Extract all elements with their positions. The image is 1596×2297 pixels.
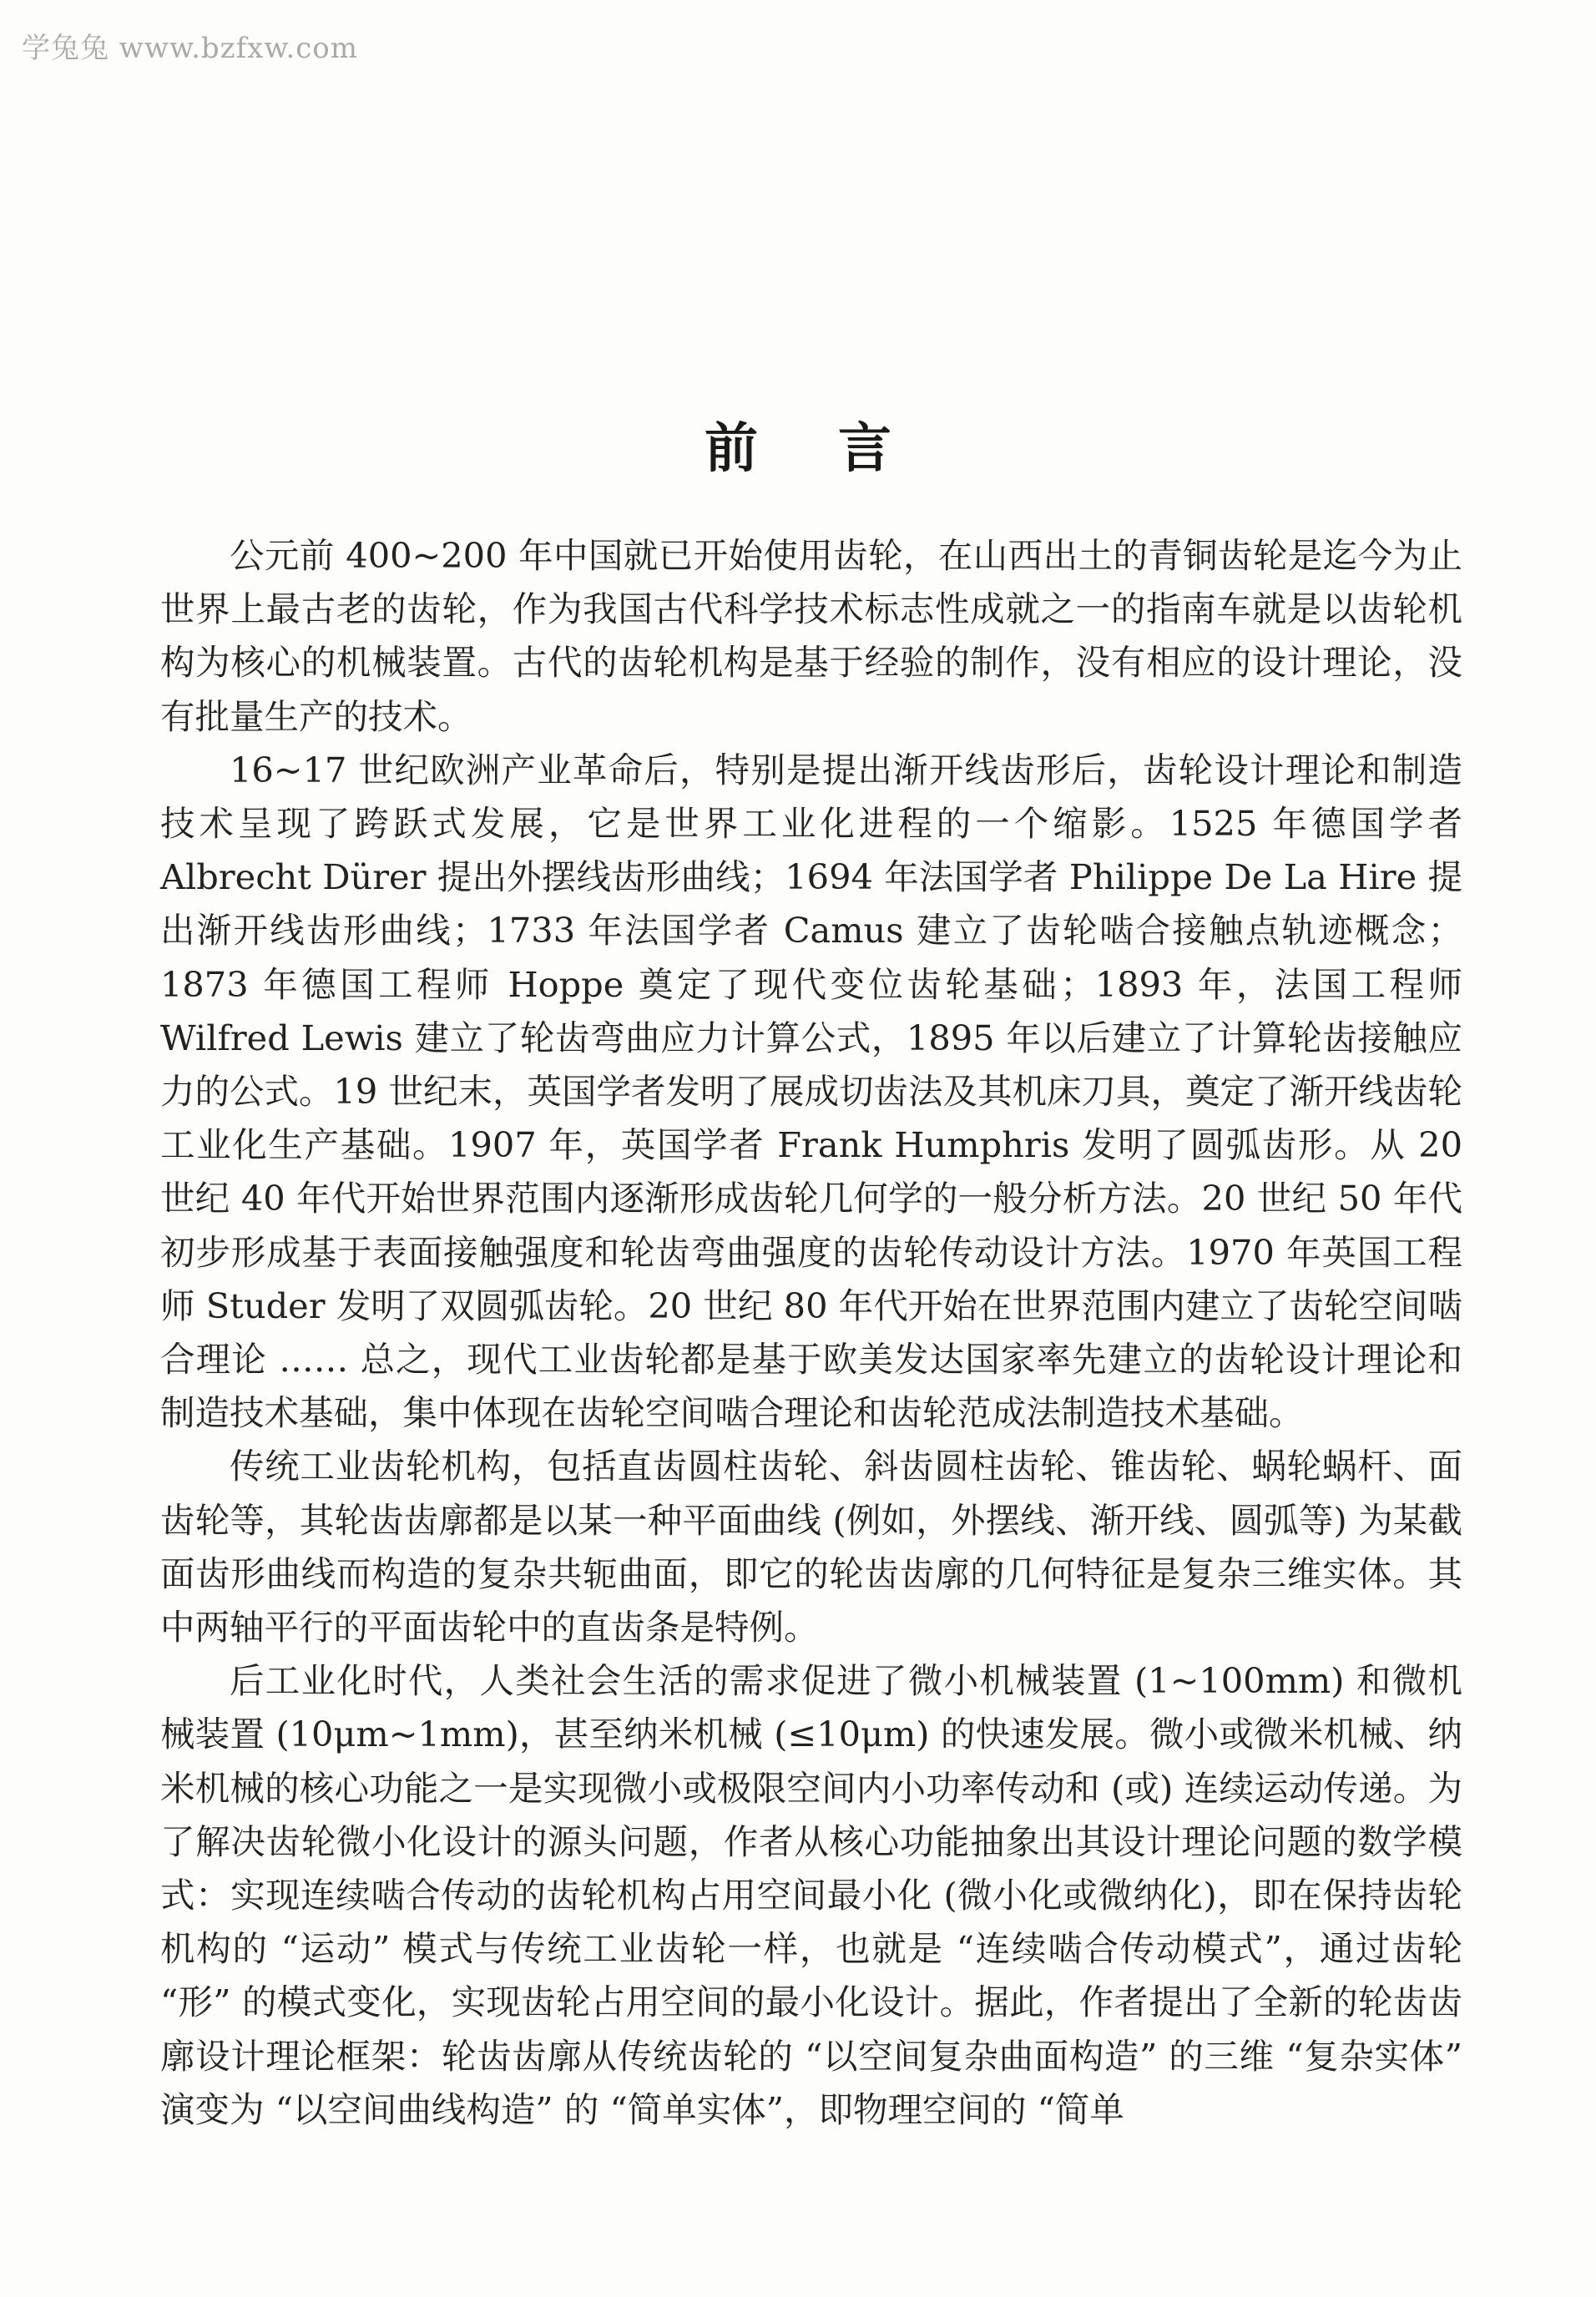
paragraph-4: 后工业化时代，人类社会生活的需求促进了微小机械装置 (1~100mm) 和微机械装置 (10μm~1mm)，甚至纳米机械 (≤10μm) 的快速发展。微小或微米机械、纳米机械的核心功能之一是实现微小或极限空间内小功率传动和 (或) 连续运动传递。为了解决齿轮微小化设计的源头问题，作者从核心功能抽象出其设计理论问题的数学模式：实现连续啮合传动的齿轮机构占用空间最小化 (微小化或微纳化)，即在保持齿轮机构的 “运动” 模式与传统工业齿轮一样，也就是 “连续啮合传动模式”，通过齿轮 “形” 的模式变化，实现齿轮占用空间的最小化设计。据此，作者提出了全新的轮齿齿廓设计理论框架：轮齿齿廓从传统齿轮的 “以空间复杂曲面构造” 的三维 “复杂实体” 演变为 “以空间曲线构造” 的 “简单实体”，即物理空间的 “简单 <box>160 1660 1462 2130</box>
paragraph-3: 传统工业齿轮机构，包括直齿圆柱齿轮、斜齿圆柱齿轮、锥齿轮、蜗轮蜗杆、面齿轮等，其轮齿齿廓都是以某一种平面曲线 (例如，外摆线、渐开线、圆弧等) 为某截面齿形曲线而构造的复杂共轭曲面，即它的轮齿齿廓的几何特征是复杂三维实体。其中两轴平行的平面齿轮中的直齿条是特例。 <box>160 1446 1462 1648</box>
watermark: 学兔兔 www.bzfxw.com <box>22 32 358 65</box>
preface-body <box>160 529 1462 2137</box>
page-title: 前言 <box>705 418 972 480</box>
paragraph-2: 16~17 世纪欧洲产业革命后，特别是提出渐开线齿形后，齿轮设计理论和制造技术呈现了跨跃式发展，它是世界工业化进程的一个缩影。1525 年德国学者 Albrecht Dürer 提出外摆线齿形曲线；1694 年法国学者 Philippe De La Hire 提出渐开线齿形曲线；1733 年法国学者 Camus 建立了齿轮啮合接触点轨迹概念；1873 年德国工程师 Hoppe 奠定了现代变位齿轮基础；1893 年，法国工程师 Wilfred Lewis 建立了轮齿弯曲应力计算公式，1895 年以后建立了计算轮齿接触应力的公式。19 世纪末，英国学者发明了展成切齿法及其机床刀具，奠定了渐开线齿轮工业化生产基础。1907 年，英国学者 Frank Humphris 发明了圆弧齿形。从 20 世纪 40 年代开始世界范围内逐渐形成齿轮几何学的一般分析方法。20 世纪 50 年代初步形成基于表面接触强度和轮齿弯曲强度的齿轮传动设计方法。1970 年英国工程师 Studer 发明了双圆弧齿轮。20 世纪 80 年代开始在世界范围内建立了齿轮空间啮合理论 …… 总之，现代工业齿轮都是基于欧美发达国家率先建立的齿轮设计理论和制造技术基础，集中体现在齿轮空间啮合理论和齿轮范成法制造技术基础。 <box>160 749 1463 1434</box>
paragraph-1: 公元前 400~200 年中国就已开始使用齿轮，在山西出土的青铜齿轮是迄今为止世界上最古老的齿轮，作为我国古代科学技术标志性成就之一的指南车就是以齿轮机构为核心的机械装置。古代的齿轮机构是基于经验的制作，没有相应的设计理论，没有批量生产的技术。 <box>160 535 1462 737</box>
